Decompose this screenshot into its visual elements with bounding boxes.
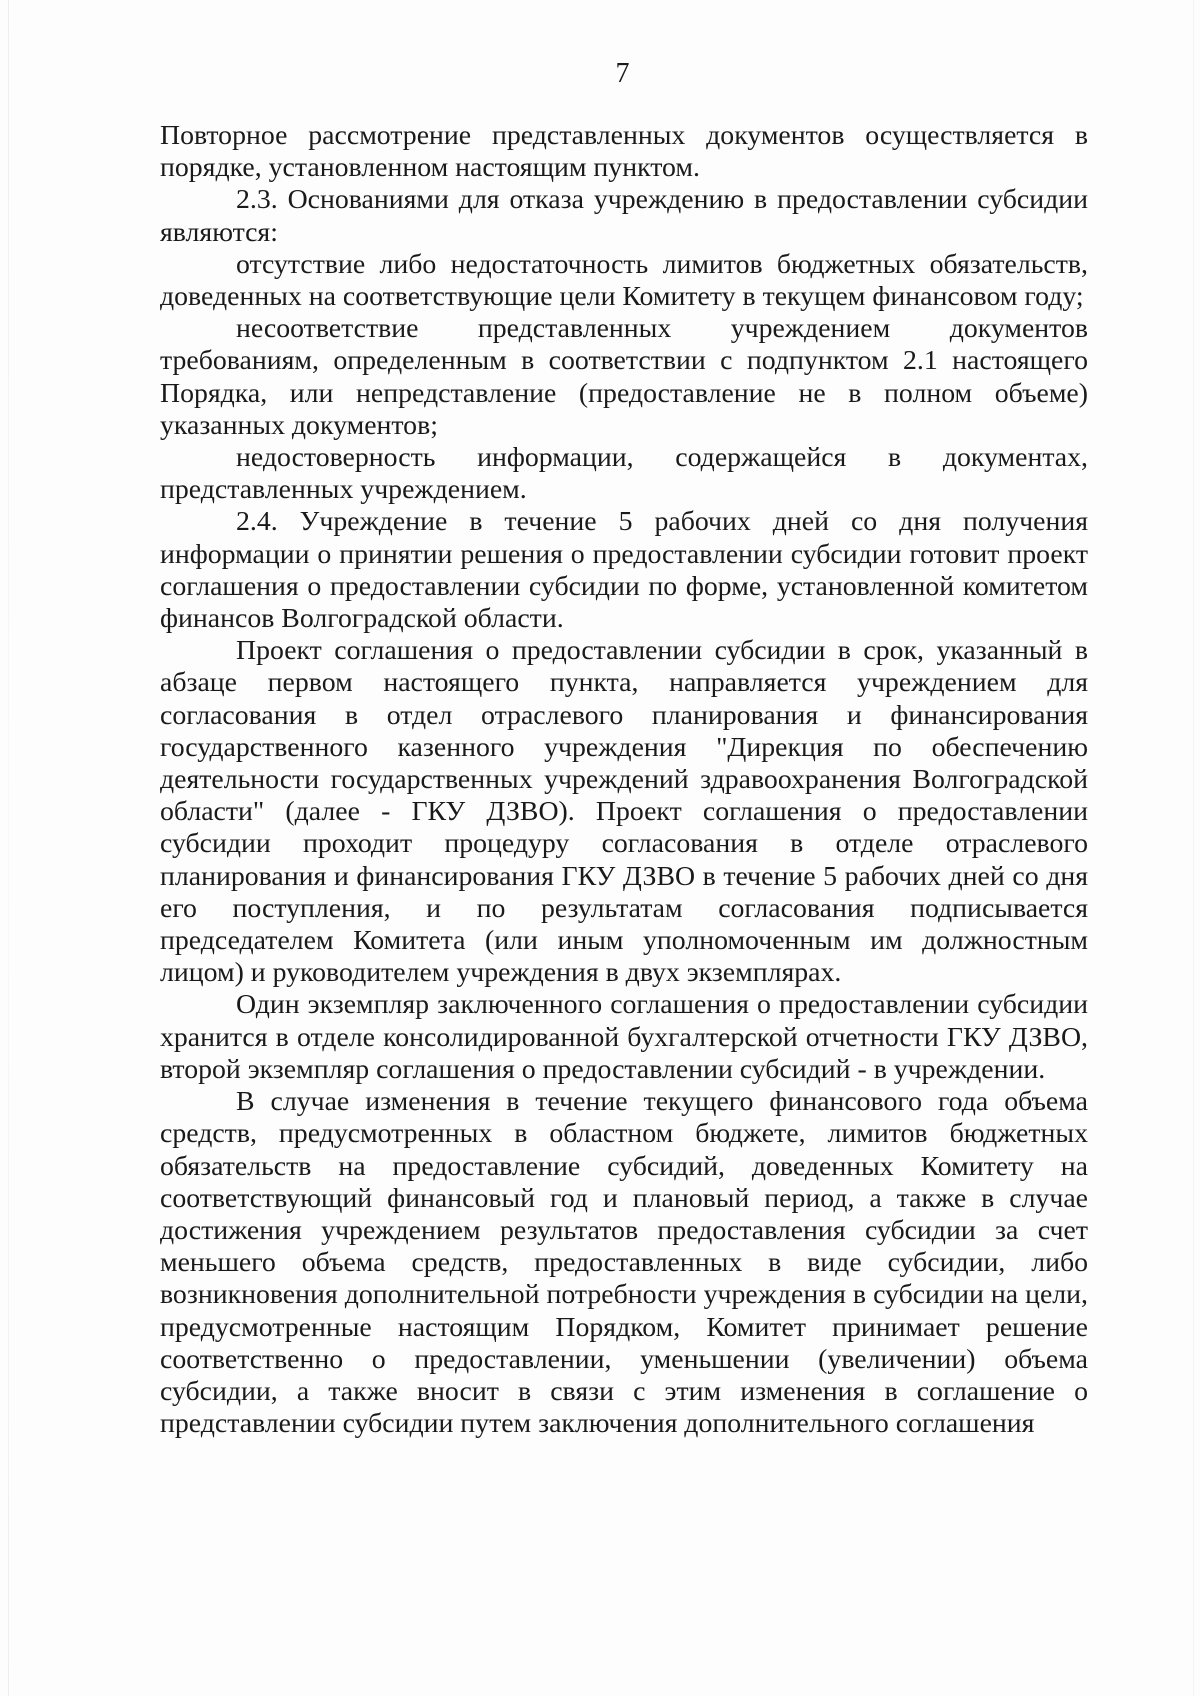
- paragraph: отсутствие либо недостаточность лимитов бюджетных обязательств, доведенных на соответствующие цели Комитету в текущем финансовом году;: [160, 248, 1088, 313]
- paragraph: Один экземпляр заключенного соглашения о предоставлении субсидии хранится в отделе консолидированной бухгалтерской отчетности ГКУ ДЗВО, второй экземпляр соглашения о предоставлении субсидий - в учреждении.: [160, 989, 1088, 1085]
- paragraph: Проект соглашения о предоставлении субсидии в срок, указанный в абзаце первом настоящего пункта, направляется учреждением для согласования в отдел отраслевого планирования и финансирования государственного казенного учреждения "Дирекция по обеспечению деятельности государственных учреждений здравоохранения Волгоградской области" (далее - ГКУ ДЗВО). Проект соглашения о предоставлении субсидии проходит процедуру согласования в отделе отраслевого планирования и финансирования ГКУ ДЗВО в течение 5 рабочих дней со дня его поступления, и по результатам согласования подписывается председателем Комитета (или иным уполномоченным им должностным лицом) и руководителем учреждения в двух экземплярах.: [160, 635, 1088, 989]
- body-text: [160, 120, 1088, 1440]
- scan-edge: [1193, 0, 1194, 1696]
- paragraph: 2.3. Основаниями для отказа учреждению в предоставлении субсидии являются:: [160, 184, 1088, 248]
- scan-edge: [8, 0, 9, 1696]
- paragraph: Повторное рассмотрение представленных документов осуществляется в порядке, установленном настоящим пунктом.: [160, 120, 1088, 184]
- paragraph: недостоверность информации, содержащейся в документах, представленных учреждением.: [160, 442, 1088, 506]
- paragraph: В случае изменения в течение текущего финансового года объема средств, предусмотренных в областном бюджете, лимитов бюджетных обязательств на предоставление субсидий, доведенных Комитету на соответствующий финансовый год и плановый период, а также в случае достижения учреждением результатов предоставления субсидии за счет меньшего объема средств, предоставленных в виде субсидии, либо возникновения дополнительной потребности учреждения в субсидии на цели, предусмотренные настоящим Порядком, Комитет принимает решение соответственно о предоставлении, уменьшении (увеличении) объема субсидии, а также вносит в связи с этим изменения в соглашение о представлении субсидии путем заключения дополнительного соглашения: [160, 1086, 1088, 1440]
- paragraph: 2.4. Учреждение в течение 5 рабочих дней со дня получения информации о принятии решения о предоставлении субсидии готовит проект соглашения о предоставлении субсидии по форме, установленной комитетом финансов Волгоградской области.: [160, 506, 1088, 635]
- paragraph: несоответствие представленных учреждением документов требованиям, определенным в соответствии с подпунктом 2.1 настоящего Порядка, или непредставление (предоставление не в полном объеме) указанных документов;: [160, 313, 1088, 441]
- page-number: 7: [615, 58, 630, 89]
